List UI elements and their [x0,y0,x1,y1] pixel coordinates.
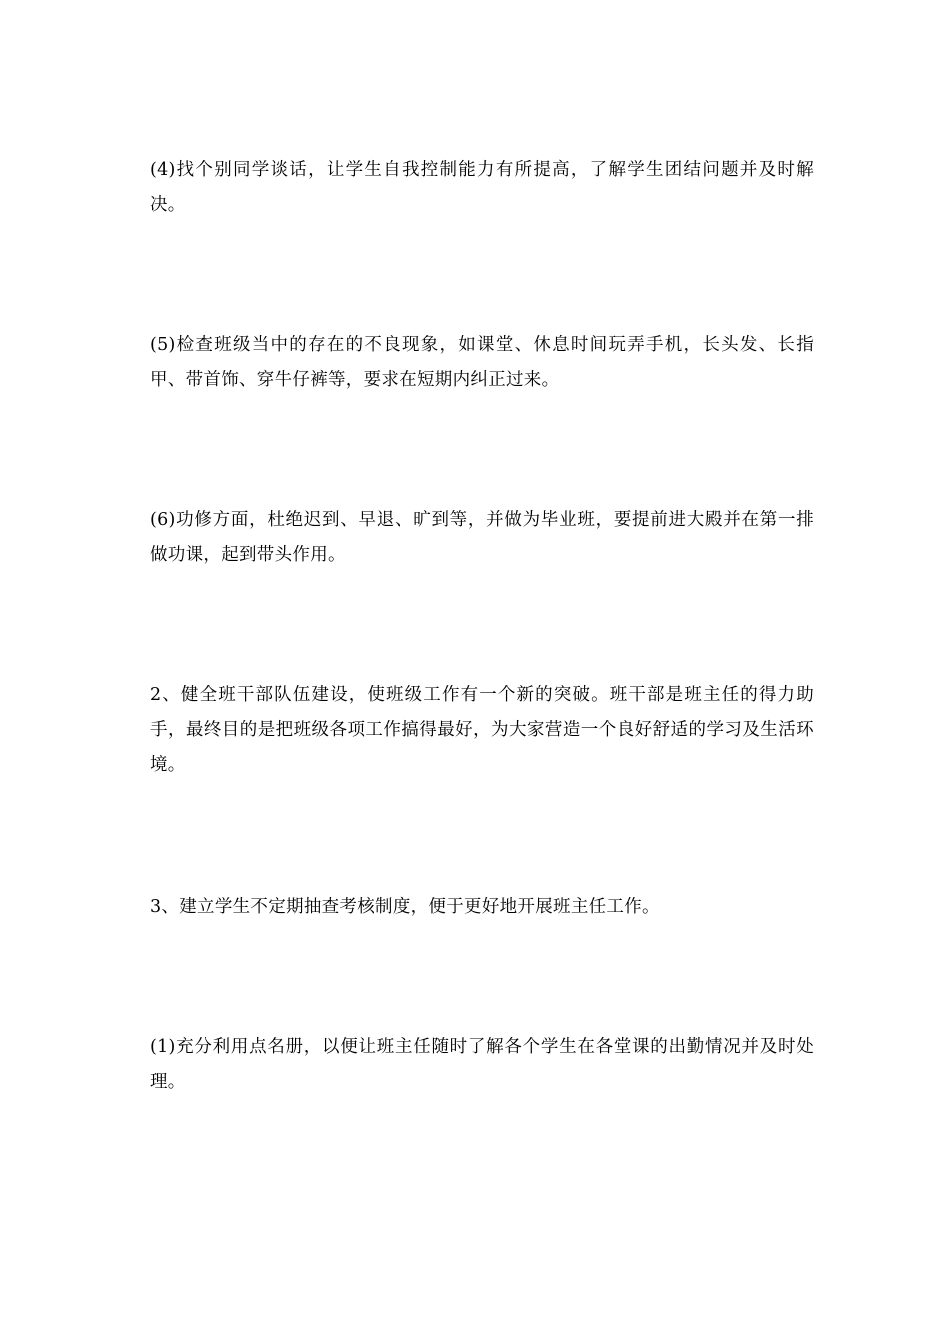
paragraph-item-5: (5)检查班级当中的存在的不良现象，如课堂、休息时间玩弄手机，长头发、长指甲、带首饰、穿牛仔裤等，要求在短期内纠正过来。 [150,335,814,390]
paragraph-item-1: (1)充分利用点名册，以便让班主任随时了解各个学生在各堂课的出勤情况并及时处理。 [150,1037,814,1092]
paragraph-item-4: (4)找个别同学谈话，让学生自我控制能力有所提高，了解学生团结问题并及时解决。 [150,160,814,215]
paragraph-section-2: 2、健全班干部队伍建设，使班级工作有一个新的突破。班干部是班主任的得力助手，最终目的是把班级各项工作搞得最好，为大家营造一个良好舒适的学习及生活环境。 [150,685,814,775]
paragraph-item-6: (6)功修方面，杜绝迟到、早退、旷到等，并做为毕业班，要提前进大殿并在第一排做功课，起到带头作用。 [150,510,814,565]
paragraph-section-3: 3、建立学生不定期抽查考核制度，便于更好地开展班主任工作。 [150,897,660,917]
